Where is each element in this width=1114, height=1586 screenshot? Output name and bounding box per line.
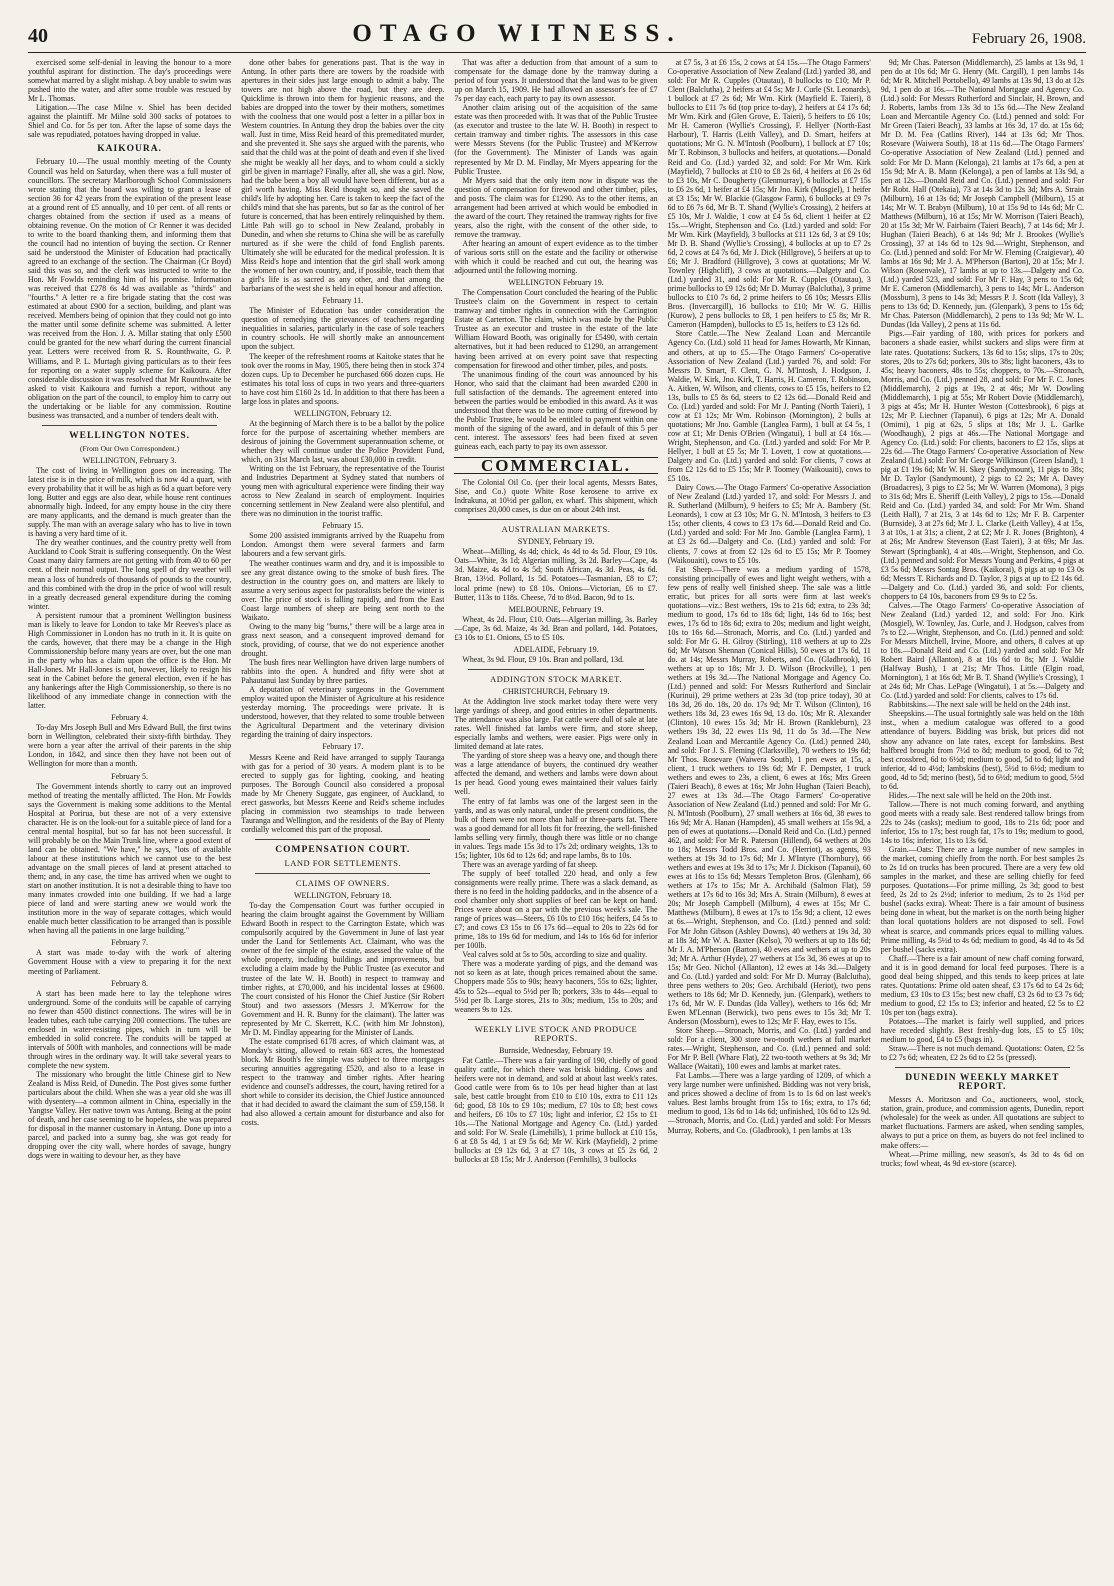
dateline: Burnside, Wednesday, February 19. <box>499 1045 613 1055</box>
divider <box>468 669 643 670</box>
market-paragraph: Potatoes.—The market is fairly well supplied, and prices have receded slightly. Best freshly-dug lots, £5 to £5 10s; medium to good, £4 to £5 (bags in). <box>880 1016 1084 1045</box>
article-paragraph: February 10.—The usual monthly meeting of the County Council was held on Saturday, when there was a full muster of councillors. The secretary Marlborough School Commissioners wrote stating that the board was willing to grant a lease of section 36 for 42 years from the expiration of the present lease at a ground rent of £5 annually, and 10 per cent. of all rents or charges obtained from the section if used as a means of obtaining revenue. On the motion of Cr Renner it was decided to write to the board thanking them, and informing them that the council had no intention of buying the section. Cr Renner said he understood the Minister of Education had practically agreed to an exchange of the section. The Chairman (Cr Boyd) said this was so, and the clerk was instructed to write to the Hon. Mr Fowlds reminding him of his promise. Information was received that £278 6s 4d was available as "thirds" and "fourths." A letter re a fire brigade stating that the cost was estimated at about £900 for a section, building, and plant was received. Members being of opinion that they could not go into the matter until some definite scheme was submitted. A letter was received from the Hon. J. A. Millar stating that only £500 could be granted for the new wharf during the current financial year. Letters were received from R. S. Rounthwaite, G. P. Williams, and P. L. Murtagh giving particulars as to their fees for reporting on a water supply scheme for Kaikoura. After considerable discussion it was resolved that Mr Rounthwaite be asked to visit Kaikoura and furnish a report, without any obligation on the part of the council, to employ him to carry out the undertaking or be liable for any commission. Routine business was transacted, and a number of tenders dealt with. <box>28 157 232 420</box>
divider <box>895 1067 1070 1068</box>
article-paragraph: Veal calves sold at 5s to 50s, according to size and quality. <box>462 950 648 960</box>
market-paragraph: Tallow.—There is not much coming forward, and anything good meets with a ready sale. Best rendered tallow brings from 22s to 24s (casks); medium to good, 18s to 21s 6d; poor and inferior, 15s to 17s; best rough fat, 17s to 19s; medium to good, 14s to 16s; inferior, 11s to 13s 6d. <box>880 799 1084 846</box>
article-paragraph: A start was made to-day with the work of altering Government House with a view to preparing it for the next meeting of Parliament. <box>28 948 232 976</box>
divider <box>255 873 430 874</box>
section-subheading: CLAIMS OF OWNERS. <box>295 878 390 889</box>
market-paragraph: Wheat—Milling, 4s 4d; chick, 4s 4d to 4s 5d. Flour, £9 10s. Oats—White, 3s 1d; Algerian milling, 3s 2d. Barley—Cape, 4s 3d. Maize, 4s 4d to 4s 5d; South African, 4s 3d. Peas, 4s 6d. Bran, 13½d. Pollard, 1s 5d. Potatoes—Tasmanian, £8 to £7; local prime (new) to £8 10s. Onions—Victorian, £6 to £7. Butter, 113s to 118s. Cheese, 7d to 8½d. Bacon, 9d to 1s. <box>454 547 658 602</box>
column-1 <box>28 58 231 1580</box>
article-paragraph: Messrs Keene and Reid have arranged to supply Tauranga with gas for a period of 30 years. A modern plant is to be erected to supply gas for lighting, cooking, and heating purposes. The Borough Council also considered a proposal made by Mr Chenery Suggate, gas engineer, of Auckland, to erect gasworks, but Messrs Keene and Reid's scheme includes placing in commission two steamships to trade between Tauranga and Wellington, and the residents of the Bay of Plenty cordially welcomed this part of the proposal. <box>241 752 445 834</box>
market-paragraph: Straw.—There is not much demand. Quotations: Oaten, £2 5s to £2 7s 6d; wheaten, £2 2s 6d to £2 5s (pressed). <box>880 1044 1084 1063</box>
column-5 <box>881 58 1084 1580</box>
market-paragraph: Fat Cattle.—There was a fair yarding of 190, chiefly of good quality cattle, for which there was brisk bidding. Cows and heifers were not in demand, and sold at about last week's rates. Good cattle were from 6s to 10s per head higher than at last sale, best cattle brought from £10 to £10 10s, extra to £11 12s 6d; good, £8 10s to £9 10s; medium, £7 10s to £8; best cows and heifers, £6 10s to £7 10s; light and inferior, £2 15s to £1 10s.—The National Mortgage and Agency Co. (Ltd.) yarded and sold: For W. Seale (Limehills), 1 prime bullock at £10 15s, 6 at £8 5s 4d, 1 at £9 5s 6d; Mr W. Kirk (Mayfield), 2 prime bullocks at £9 12s 6d, 3 at £7 10s, 3 cows at £5 2s 6d, 2 bullocks at £8 15s; Mr J. Anderson (Fernhills), 3 bullocks <box>454 1055 658 1165</box>
article-paragraph: Mr Myers said that the only item now in dispute was the question of compensation for firewood and other timber, piles, and posts. The claim was for £1290. As to the other items, an arrangement had been arrived at which would be embodied in the award of the court. They retained the tramway rights for five years, also the right, with the consent of the other side, to remove the tramway. <box>454 175 658 239</box>
section-heading-dunedin-market: DUNEDIN WEEKLY MARKET REPORT. <box>905 1073 1060 1093</box>
market-paragraph: Wheat.—Prime milling, new season's, 4s 3d to 4s 6d on trucks; fowl wheat, 4s 9d ex-store (scarce). <box>880 1149 1084 1168</box>
paper-name: OTAGO WITNESS. <box>352 20 682 47</box>
dateline: February 15. <box>322 521 364 531</box>
article-paragraph: The Compensation Court concluded the hearing of the Public Trustee's claim on the Government in respect to certain tramway and timber rights in connection with the Carrington Estate at Carterton. The claim, which was made by the Public Trustee as an executor and trustee in the estate of the late William Howard Booth, was originally for £5490, with certain alternatives, but it had been reduced to £1290, an arrangement having been arrived at on every point save that respecting compensation for firewood and other timber, piles, and posts. <box>454 288 658 370</box>
market-paragraph: Chaff.—There is a fair amount of new chaff coming forward, and it is in good demand for local feed purposes. There is a good deal being shipped, and this tends to keep prices at late rates. Quotations: Prime old oaten sheaf, £3 17s 6d to £4 2s 6d; medium, £3 10s to £3 15s; best new chaff, £3 2s 6d to £3 7s 6d; medium to good, £2 15s to £3; inferior and heated, £2 5s to £2 10s per ton (bags extra). <box>880 953 1084 1017</box>
market-paragraph: Dairy Cows.—The Otago Farmers' Co-operative Association of New Zealand (Ltd.) yarded 17, and sold: For Messrs J. and R. Sutherland (Milburn), 9 heifers to £5; Mr A. Bambery (St. Leonards), 1 cow at £3 10s; Mr G. N. M'Intosh, 3 heifers to £3 15s; other clients, 4 cows to £3 17s 6d.—Donald Reid and Co. (Ltd.) yarded and sold: For Mr Jno. Gamble (Langlea Farm), 1 at £3 2s 6d.—Dalgety and Co. (Ltd.) yarded and sold: For clients, 7 cows at from £2 12s 6d to £5 15s; Mr P. Toomey (Waikouaiti), cows to £5 10s. <box>667 483 871 565</box>
article-paragraph: There was an average yarding of fat sheep. <box>462 859 598 869</box>
dateline: WELLINGTON, February 12. <box>293 408 392 418</box>
issue-date: February 26, 1908. <box>971 31 1086 47</box>
column-3 <box>454 58 657 1580</box>
market-paragraph: at £7 5s, 3 at £6 15s, 2 cows at £4 15s.—The Otago Farmers' Co-operative Association of New Zealand (Ltd.) yarded 38, and sold: For Mr R. Cupples (Otautau), 8 bullocks to £10; Mr P. Clent (Balclutha), 2 heifers at £4 5s; Mr J. Curle (St. Leonards), 1 bullock at £7 2s 6d; Mr Wm. Kirk (Mayfield E. Taieri), 8 bullocks to £11 7s 6d (top price to-day), 2 heifers at £4 17s 6d; Mr Wm. Kirk and (Glen Grove, E. Taieri), 5 heifers to £6 10s; Mr H. Cameron (Wyllie's Crossing), F. Hellyer (North-East Harbour), T. Harris (Leith Valley), and D. Smart, heifers at quotations; Mr G. N. M'Intosh (Poolburn), 1 bullock at £7 10s; Mr T. Robinson, 3 bullocks and heifers, at quotations.—Donald Reid and Co. (Ltd.) yarded 32, and sold: For Mr Wm. Kirk (Mayfield), 7 bullocks at £10 to £8 2s 6d, 4 heifers at £6 2s 6d to £3 10s, Mr C. Dougherty (Glenmurray), 6 bullocks at £7 15s to £6 2s 6d, 1 heifer at £4 15s; Mr Jno. Kirk (Mosgiel), 1 heifer at £3 15s; Mr W. Blackie (Glasgow Farm), 6 bullocks at £9 7s 6d to £6 7s 6d, Mr B. T. Shand (Wyllie's Crossing), 2 heifers at £5 10s, Mr J. Waldie, 1 cow at £4 5s 6d, client 1 heifer at £2 15s.—Wright, Stephenson and Co. (Ltd.) yarded and sold: For Mr Wm. Kirk (Mayfield), 3 bullocks at £11 12s 6d, 3 at £9 10s; Mr D. B. Shand (Wyllie's Crossing), 4 bullocks at up to £7 2s 6d, 2 cows at £4 7s 6d, Mr J. Dick (Hillgrove), 5 heifers at up to £6; Mr J. Bradford (Hillgrove), 3 cows at quotations; Mr W. Townley (Highcliff), 3 cows at quotations.—Dalgety and Co. (Ltd.) yarded 31, and sold: For Mr R. Cupples (Otautau), 3 prime bullocks to £9 12s 6d; Mr D. Murray (Balclutha), 3 prime bullocks to £10 7s 6d, 2 prime heifers to £6 10s; Messrs Ellis Bros. (Invercargill), 16 bullocks to £10; Mr W. G. Hillis (Kurow), 2 pens bullocks to £8, 1 pen heifers to £5 8s; Mr R. Cameron (Hampden), bullocks to £5 1s, heifers to £3 12s 6d. <box>667 58 871 330</box>
article-paragraph: To-day the Compensation Court was further occupied in hearing the claim brought against the Government by William Edward Booth in respect to the Carrington Estate, which was compulsorily acquired by the Government in June of last year under the Land for Settlements Act. Claimant, who was the owner of the fee simple of the estate, assessed the value of the whole property, including buildings and improvements, but excluding a claim made by the Public Trustee (as executor and trustee of the late W. H. Booth) in respect to tramway and timber rights, at £70,000, and his incidental losses at £9600. The court consisted of his Honor the Chief Justice (Sir Robert Stout) and two assessors (Messrs J. M'Kerrow for the Government and H. R. Bunny for the claimant). The latter was represented by Mr C. Skerrett, K.C. (with him Mr Johnston), Mr D. M. Findlay appearing for the Minister of Lands. <box>241 901 445 1037</box>
article-paragraph: A deputation of veterinary surgeons in the Government employ waited upon the Minister of Agriculture at his residence yesterday morning. The proceedings were private. It is understood, however, that they related to some trouble between the Agricultural Department and the veterinary division regarding the training of dairy inspectors. <box>241 685 445 740</box>
section-heading-kaikoura: KAIKOURA. <box>97 144 162 155</box>
dateline: February 7. <box>111 938 149 948</box>
article-paragraph: There was a moderate yarding of pigs, and the demand was not so keen as at late, though prices remained about the same. Choppers made 55s to 90s; heavy baconers, 55s to 62s; lighter, 45s to 52s—equal to 5½d per lb; porkers, 33s to 44s—equal to 5½d per lb. Large stores, 21s to 30s; medium, 15s to 20s; and weaners 9s to 12s. <box>454 959 658 1014</box>
masthead <box>28 16 1086 53</box>
article-paragraph: A start has been made here to lay the telephone wires underground. Some of the conduits will be capable of carrying no fewer than 4500 distinct connections. The wires will be in leaden tubes, each tube carrying 200 connections. The tubes are enclosed in water-resisting pipes, which in turn will be embedded in solid concrete. The conduits will be tapped at intervals of 500ft with manholes, and connections will be made through wires in the ordinary way. It will take several years to complete the new system. <box>28 988 232 1070</box>
column-2 <box>241 58 444 1580</box>
section-subheading: LAND FOR SETTLEMENTS. <box>284 857 402 868</box>
article-paragraph: The yarding of store sheep was a heavy one, and though there was a large attendance of buyers, the continued dry weather affected the demand, and wethers and lambs were down about 1s per head. Good young ewes maintained their values fairly well. <box>454 751 658 797</box>
market-paragraph: Hides.—The next sale will be held on the 20th inst. <box>888 790 1052 800</box>
article-paragraph: The Colonial Oil Co. (per their local agents, Messrs Bates, Sise, and Co.) quote White Rose kerosene to arrive ex Indrakuna, at 10½d per gallon, ex wharf. This shipment, which comprises 20,000 cases, is due on or about 24th inst. <box>454 478 658 515</box>
article-paragraph: After hearing an amount of expert evidence as to the timber of various sorts still on the estate and the facility or otherwise with which it could be reached and cut out, the hearing was adjourned until the following morning. <box>454 238 658 276</box>
dateline: February 5. <box>111 771 149 781</box>
dateline: February 8. <box>111 978 149 988</box>
dateline: WELLINGTON February 19. <box>508 278 604 288</box>
dateline: February 17. <box>322 742 364 752</box>
article-paragraph: The bush fires near Wellington have driven large numbers of rabbits into the open. A hundred and fifty were shot at Pahautanui last Sunday by three parties. <box>241 658 445 686</box>
article-paragraph: exercised some self-denial in leaving the honour to a more youthful aspirant for distinction. The day's proceedings were somewhat marred by a slight mishap. A boy unable to swim was pushed into the water, and after some trouble was rescued by Mr L. Thomas. <box>28 58 232 104</box>
article-paragraph: The cost of living in Wellington goes on increasing. The latest rise is in the price of milk, which is now 4d a quart, with every probability that it will be as high as 6d a quart before very long. Butter and eggs are also dear, while house rent continues abnormally high. Indeed, for any empty house in the city there are many applicants, and the demand is much greater than the supply. The man with an average salary who has to live in town is having a very hard time of it. <box>28 465 232 539</box>
article-paragraph: A persistent rumour that a prominent Wellington business man is likely to leave for London to take Mr Reeves's place as High Commissioner in London has no truth in it. It is quite on the cards, however, that there may be a change in the High Commissionership before many years are over, but the one man in the party who has a claim upon the office is the Hon. Mr Hall-Jones. Mr Hall-Jones is not, however, likely to resign his seat in the Cabinet before the general election, even if he has any hankerings after the High Commissionership, so there is no likelihood of any immediate change in connection with the latter. <box>28 610 232 711</box>
market-paragraph: Wheat, 3s 9d. Flour, £9 10s. Bran and pollard, 13d. <box>462 654 625 664</box>
article-paragraph: Litigation.—The case Milne v. Shiel has been decided against the plaintiff. Mr Milne sold 300 sacks of potatoes to Shiel and Co. for 5s per ton. After the lapse of some days the sale was repudiated, potatoes having dropped in value. <box>28 103 232 140</box>
dateline: WELLINGTON, February 18. <box>293 891 392 901</box>
section-heading-commercial: COMMERCIAL. <box>454 457 657 474</box>
market-paragraph: Wheat, 4s 2d. Flour, £10. Oats—Algerian milling, 3s. Barley—Cape, 3s 6d. Maize, 4s 3d. Bran and pollard, 14d. Potatoes, £3 10s to £1. Onions, £5 to £5 10s. <box>454 614 658 642</box>
dateline: ADELAIDE, February 19. <box>513 644 599 654</box>
market-paragraph: Fat Sheep.—There was a medium yarding of 1578, consisting principally of ewes and light weight wethers, with a few pens of really well finished sheep. The sale was a little erratic, but prices for all sorts were firm at last week's quotations—viz.: Best wethers, 19s to 21s 6d; extra, to 23s 3d; medium to good, 17s 6d to 18s 6d; light, 14s 6d to 16s; best ewes, 17s 6d to 18s 6d; extra to 20s; medium and light weight, 10s to 16s 6d.—Stronach, Morris, and Co. (Ltd.) yarded and sold: For Mr G. H. Gilroy (Stirling), 118 wethers at up to 22s 6d; Mr Watson Shennan (Conical Hills), 50 ewes at 17s 6d, 11 do. at 14s; Messrs Murray, Roberts, and Co. (Gladbrook), 16 wethers at up to 18s; Mr J. D. Wilson (Brockville), 1 pen wethers at 19s 3d.—The National Mortgage and Agency Co. (Ltd.) penned and sold: For Messrs Rutherford and Sinclair (Kurinui), 29 prime wethers at 23s 3d (top price today), 30 at 18s 3d, 26 do. 18s, 20 do. 17s 9d; Mr T. Wilson (Clinton), 16 wethers 18s 3d, 23 ewes 16s 9d, 13 do. 10s; Mr R. Alexander (Clinton), 10 ewes 15s 3d; Mr H. Brown (Rankleburn), 23 wethers 19s 3d, 22 ewes 11s 9d, 11 do 5s 3d.—The New Zealand Loan and Mercantile Agency Co. (Ltd.) penned 240, and sold: For J. S. Fleming (Clarksville), 70 wethers to 19s 6d; Mr Thos. Rosevare (Waiwera South), 1 pen ewes at 15s, a client, 1 truck wethers to 19s 6d; Mr F. Dempster, 1 truck wethers and ewes to 23s, a client, 6 ewes at 16s; Mrs Green (Taieri Beach), 8 ewes at 16s; Mr John Hughan (Taieri Beach), 27 ewes at 13s 3d.—The Otago Farmers' Co-operative Association of New Zealand (Ltd.) penned and sold: For Mr G. N. M'Intosh (Poolburn), 27 small wethers at 16s 6d, 38 ewes to 16s 9d; Mr A. Hanan (Hampden), 45 small wethers at 15s 9d, a pen of ewes at quotations.—Donald Reid and Co. (Ltd.) penned 462, and sold: For Mr R. Paterson (Hillend), 64 wethers at 20s to 18s; Messrs Todd Bros. and Co. (Herriot), as agents, 93 wethers at 19s 3d to 17s 6d; Mr J. M'Intyre (Thornbury), 66 wethers and ewes at 19s 3d to 17s; Mr J. Dickison (Tapanui), 60 ewes at 16s to 15s 6d; Messrs Templeton Bros. (Glenham), 66 wethers at 17s to 15s; Mr A. Archibald (Salmon Flat), 59 wethers at 17s 6d to 16s 3d; Mrs A. Strain (Milburn), 8 ewes at 20s; Mr Joseph Campbell (Milburn), 4 ewes at 15s; Mr C. Matthews (Milburn), 8 ewes at 17s to 15s 9d; a client, 12 ewes at 6s.—Wright, Stephenson, and Co. (Ltd.) penned and sold: For Mr John Gibson (Ashley Downs), 40 wethers at 19s 3d, 30 at 18s 3d; Mr W. A. Baxter (Kelso), 70 wethers at up to 18s 6d; Mr J. A. M'Pherson (Barton), 40 ewes and wethers at up to 20s 3d; Mr A. Arthur (Hyde), 27 wethers at 15s 3d, 36 ewes at up to 15s; Mr Geo. Nichol (Allanton), 12 ewes at 14s 3d.—Dalgety and Co. (Ltd.) yarded and sold: For Mr D. Murray (Balclutha), three pens wethers to 20s; Geo. Archibald (Heriot), two pens wethers to 18s 6d; Mr D. Kennedy, jun. (Glenpark), wethers to 17s 6d, Mr W. F. Dundas (Ida Valley), wethers to 16s 6d; Mr Ewen M'Lennan (Berwick), two pens ewes to 15s 3d; Mr T. Anderson (Mossburn), ewes to 12s; Mr F. Hay, ewes to 15s. <box>667 564 871 1026</box>
market-paragraph: Rabbitskins.—The next sale will be held on the 24th inst. <box>888 700 1071 710</box>
section-heading-weekly-reports: WEEKLY LIVE STOCK AND PRODUCE REPORTS. <box>474 1023 638 1043</box>
article-paragraph: Some 200 assisted immigrants arrived by the Ruapehu from London. Amongst them were several farmers and farm labourers and a few servant girls. <box>241 531 445 559</box>
market-paragraph: Fat Lambs.—There was a large yarding of 1209, of which a very large number were unfinished. Bidding was not very brisk, and prices showed a decline of from 1s to 1s 6d on last week's values. Best lambs brought from 15s to 16s; extra, to 17s 6d; medium to good, 13s 6d to 14s 6d; unfinished, 10s 6d to 12s 9d.—Stronach, Morris, and Co. (Ltd.) yarded and sold: For Messrs Murray, Roberts, and Co. (Gladbrook), 1 pen lambs at 13s <box>667 1071 871 1135</box>
article-paragraph: The unanimous finding of the court was announced by his Honor, who said that the claimant had been awarded £200 in full satisfaction of the demands. The agreement entered into between the parties would be embodied in this award. As it was understood that there was to be no more cutting of firewood by the Public Trustee, he would be entitled to payment within one month of the signing of the award, and in default of this 5 per cent. interest. The assessors' fees had been fixed at seven guineas each, each party to pay its own assessor. <box>454 369 658 451</box>
section-byline: (From Our Own Correspondent.) <box>80 443 180 453</box>
article-paragraph: The estate comprised 6178 acres, of which claimant was, at Monday's sitting, allowed to retain 683 acres, the homestead block. Mr Booth's fee simple was subject to three mortgages securing annuities aggregating £520, and also to a lease in respect to the tramway and timber rights. After hearing evidence and counsel's addresses, the court, having retired for a short while to consider its decision, the Chief Justice announced that it had decided to award the claimant the sum of £59,158. It had also allowed a certain amount for disturbance and also for costs. <box>241 1036 445 1128</box>
dateline: February 4. <box>111 713 149 723</box>
columns <box>28 58 1094 1580</box>
article-paragraph: The missionary who brought the little Chinese girl to New Zealand is Miss Reid, of Dunedin. The Post gives some further particulars about the child. When she was a year old she was ill with dysentery—a common ailment in China, especially in the Yangtse Valley. Her native town was Antung. Being at the point of death, and her case seeming to be hopeless, she was prepared for disposal in the manner customary in Antung. Done up into a parcel, and packed into a sunny bag, she was got ready for dropping over the city wall, where hordes of savage, hungry dogs were in waiting to devour her, as they have <box>28 1070 232 1161</box>
market-paragraph: Grain.—Oats: There are a large number of new samples in the market, coming chiefly from the north. For best samples 2s to 2s 1d on trucks has been procured. There are a very few old samples in the market, and these are selling chiefly for feed purposes. Quotations—For prime milling, 2s 3d; good to best feed, 2s 2d to 2s 2½d; inferior to medium, 2s to 2s 1½d per bushel (sacks extra). Wheat: There is a fair amount of business being done in wheat, but the market is on the north being higher than local quotations holders are not disposed to sell. Fowl wheat is scarce, and commands prices equal to milling values. Prime milling, 4s 5½d to 4s 6d; medium to good, 4s 4d to 4s 5d per bushel (sacks extra). <box>880 845 1084 954</box>
article-paragraph: The Minister of Education has under consideration the question of remedying the grievances of teachers regarding inequalities in salaries, particularly in the case of sole teachers in country schools. He will shortly make an announcement upon the subject. <box>241 306 445 352</box>
divider <box>468 519 643 520</box>
market-paragraph: Store Cattle.—The New Zealand Loan and Mercantile Agency Co. (Ltd.) sold 11 head for James Howarth, Mr Kinnan, and others, at up to £5.—The Otago Farmers' Co-operative Association of New Zealand (Ltd.) yarded 76, and sold: For Messrs D. Smart, F. Clent, G. N. M'Intosh, J. Hodgson, J. Waldie, W. Kirk, Jno. Kirk, T. Harris, H. Cameron, T. Robinson, A. Aitken, W. Wilson, and clients, cows to £5 15s, heifers to £2 13s, bulls to £5 8s 6d, steers to £2 12s 6d.—Donald Reid and Co. (Ltd.) yarded and sold: For Mr J. Panting (North Taieri), 1 cow at £1 12s; Mr Wm. Robinson (Mornington), 2 bulls at quotations; Mr Jno. Gamble (Langlea Farm), 1 bull at £4 5s, 1 cow at £1; Mr Denis O'Brien (Wingatui), 1 bull at £4 16s.—Wright, Stephenson, and Co. (Ltd.) yarded and sold: For Mr P. Hellyer, 1 bull at £5 5s; Mr T. Lovett, 1 cow at quotations.—Dalgety and Co. (Ltd.) yarded and sold: For clients, 7 cows at from £2 12s 6d to £5 15s; Mr P. Toomey (Waikouaiti), cows to £5 10s. <box>667 329 871 484</box>
divider <box>42 425 217 426</box>
article-paragraph: At the beginning of March there is to be a ballot by the police force for the purpose of ascertaining whether members are desirous of joining the Government superannuation scheme, or whether they will continue under the Police Provident Fund, which, on 31st March last, was about £30,000 in credit. <box>241 418 445 465</box>
article-paragraph: At the Addington live stock market today there were very large yardings of sheep, and good entries in other departments. The attendance was also large. Fat cattle were dull of sale at late rates. Well finished fat lambs were firm, and store sheep, especially lambs and wethers, were easier. Pigs were only in limited demand at late rates. <box>454 697 658 752</box>
article-paragraph: That was after a deduction from that amount of a sum to compensate for the damage done by the tramway during a period of four years. It understood that the land was to be given up on March 15, 1909. He had allowed an assessor's fee of £7 7s per day each, each party to pay its own assessor. <box>454 58 658 104</box>
market-paragraph: Store Sheep.—Stronach, Morris, and Co. (Ltd.) yarded and sold: For a client, 300 store two-tooth wethers at full market rates.—Wright, Stephenson, and Co. (Ltd.) penned and sold: For Mr P. Bell (Whare Flat), 22 two-tooth wethers at 9s 3d; Mr Wallace (Waitati), 100 ewes and lambs at market rates. <box>667 1026 871 1072</box>
article-paragraph: Another claim arising out of the acquisition of the same estate was then proceeded with. It was that of the Public Trustee (as executor and trustee to the late W. H. Booth) in respect to certain tramway and timber rights. The assessors in this case were Messrs Stevens (for the Public Trustee) and M'Kerrow (for the Government). The Minister of Lands was again represented by Mr D. M. Findlay, Mr Myers appearing for the Public Trustee. <box>454 103 658 176</box>
market-paragraph: Sheepskins.—The usual fortnightly sale was held on the 18th inst., when a medium catalogue was offered to a good attendance of buyers. Bidding was brisk, but prices did not show any advance on late rates, except for lambskins. Best halfbred brought from 7½d to 8d; medium to good, 6d to 7d; best crossbred, 6d to 6½d; medium to good, 5d to 6d; light and inferior, 4d to 4½d; lambskins (best), 5½d to 6½d; medium to good, 4d to 5d; merino (best), 5d to 6½d; medium to good, 5½d to 6d. <box>880 709 1084 791</box>
market-paragraph: 9d; Mr Chas. Paterson (Middlemarch), 25 lambs at 13s 9d, 1 pen do at 10s 6d; Mr G. Henry (Mt. Cargill), 1 pen lambs 14s 6d; Mr R. Mitchell Portobello), 49 lambs at 13s 9d, 13 do at 12s 9d, 1 pen do at 16s.—The National Mortgage and Agency Co. (Ltd.) sold: For Messrs Rutherford and Sinclair, H. Brown, and J. Roberts, lambs from 13s 3d to 15s 6d.—The New Zealand Loan and Mercantile Agency Co. (Ltd.) penned and sold: For Mr Green (Taieri Beach), 33 lambs at 16s 3d, 17 do. at 15s 6d; Mr D. M. Fea (Catlins River), 144 at 13s 6d; Mr Thos. Rosevare (Waiwera South), 18 at 11s 6d.—The Otago Farmers' Co-operative Association of New Zealand (Ltd.) penned and sold: For Mr D. Mann (Kelonga), 21 lambs at 17s 6d, a pen at 15s 9d; Mr A. B. Mann (Kelonga), a pen of lambs at 13s 9d, a pen at 12s.—Donald Reid and Co. (Ltd.) penned and sold: For Mr Robt. Hall (Otekaia), 73 at 14s 3d to 12s 3d; Mrs A. Strain (Milburn), 16 at 13s 6d; Mr Joseph Campbell (Milburn), 15 at 14s; Mr W. T. Brabyn (Milburn), 10 at 15s 9d to 14s 6d; Mr C. Matthews (Milburn), 16 at 15s; Mr W. Morrison (Taieri Beach), 20 at 15s 3d; Mr W. Fairbairn (Taieri Beach), 7 at 14s 6d; Mr J. Hughan (Taieri Beach), 6 at 14s 9d; Mr J. Brookes (Wyllie's Crossing), 37 at 14s 6d to 12s 9d.—Wright, Stephenson, and Co. (Ltd.) penned and sold: For Mr W. Fleming (Craigievar), 40 lambs at 16s 9d; Mr J. A. M'Pherson (Barton), 20 at 15s; Mr J. Wilson (Rosenvale), 17 lambs at up to 13s.—Dalgety and Co. (Ltd.) yarded 523, and sold: For Mr F. Hay, 3 pens to 15s 6d; Mr E. Cameron (Middlemarch), 3 pens to 14s; Mr L. Anderson (Mossburn), 3 pens to 14s 3d; Messrs P. J. Scott (Ida Valley), 3 pens to 13s 6d; D. Kennedy, jun. (Glenpark), 3 pens to 15s 6d; Mr Chas. Paterson (Middlemarch), 2 pens to 13s 9d; Mr W. L. Dundas (Ida Valley), 2 pens at 11s 6d. <box>880 58 1084 330</box>
dateline: February 11. <box>322 296 364 306</box>
article-paragraph: The entry of fat lambs was one of the largest seen in the yards, and as was only natural, under the present conditions, the bulk of them were not more than half or three-parts fat. There was a good demand for all lots fit for freezing, the well-finished lambs selling very firmly, though there was little or no change in values. Tegs made 15s 3d to 17s 2d; ordinary weights, 13s to 15s; lighter, 10s 6d to 12s 6d; and rape lambs, 8s to 10s. <box>454 796 658 860</box>
article-paragraph: The supply of beef totalled 220 head, and only a few consignments were really prime. There was a slack demand, as there is no feed in the holding paddocks, and in the absence of a cool chamber only short supplies of beef can be kept on hand. Prices were about on a par with the previous week's sale. The range of prices was—Steers, £6 10s to £10 16s; heifers, £4 5s to £7; and cows £3 15s to £6 17s 6d—equal to 20s to 22s 6d for prime, 18s to 19s 6d for medium, and 14s to 16s 6d for inferior per 100lb. <box>454 868 658 951</box>
article-paragraph: The keeper of the refreshment rooms at Kaitoke states that he took over the rooms in May, 1905, there being then in stock 374 dozen cups. Up to December he purchased 666 dozen cups. He estimates his total loss of cups in two years and three-quarters to have cost him £160 2s 1d. In addition to that there has been a large loss in plates and spoons. <box>241 351 445 406</box>
market-paragraph: Messrs A. Moritzson and Co., auctioneers, wool, stock, station, grain, produce, and commission agents, Dunedin, report (wholesale) for the week as under. All quotations are subject to market fluctuations. Farmers are asked, when sending samples, always to put a price on them, as buyers do not feel inclined to make offers:— <box>880 1095 1084 1150</box>
section-heading-compensation-court: COMPENSATION COURT. <box>275 844 411 855</box>
article-paragraph: To-day Mrs Joseph Bull and Mrs Edward Bull, the first twins born in Wellington, celebrated their sixty-fifth birthday. They were born a year after the arrival of their parents in the ship London, in 1842, and since then they have not been out of Wellington for more than a month. <box>28 723 232 769</box>
dateline: CHRISTCHURCH, February 19. <box>502 686 610 696</box>
article-paragraph: The Government intends shortly to carry out an improved method of treating the mentally afflicted. The Hon. Mr Fowlds says the Government is making some additions to the Mental Hospital at Porirua, but these are not of a very extensive character. He is on the look-out for a suitable piece of land for a central mental hospital, but so far has not been successful. It will probably be on the Main Trunk line, where a good extent of land can be obtained. "We have," he says, "lots of available labour at these institutions which we cannot use to the best advantage on the small pieces of land at present attached to them; and, in any case, the time has arrived when we ought to start on another institution. It is not a desirable thing to have too many inmates crowded into one building. If we had a large piece of land and were starting anew we would work the institution more in the way of separate cottages, which would enable much better classification to be arranged than is possible when having all the patients in one large building." <box>28 781 232 936</box>
section-heading-wellington-notes: WELLINGTON NOTES. <box>69 430 190 441</box>
dateline: MELBOURNE, February 19. <box>508 604 604 614</box>
market-paragraph: Calves.—The Otago Farmers' Co-operative Association of New Zealand (Ltd.) yarded 12, and sold: For Jno. Kirk (Mosgiel), W. Townley, Jas. Curle, and J. Hodgson, calves from 7s to £2.—Wright, Stephenson, and Co. (Ltd.) penned and sold: For Messrs Mitchell, Irvine, Moore, and others, 8 calves at up to 18s.—Donald Reid and Co. (Ltd.) yarded and sold: For Mr Robert Baird (Allanton), 8 at 10s 6d to 8s; Mr J. Waldie (Halfway Bush), 1 at 21s; Mr Thos. Little (Elgin road, Mornington), 1 at 16s 6d; Mr B. T. Shand (Wyllie's Crossing), 1 at 24s 6d; Mr Chas. LePage (Wingatui), 1 at 5s.—Dalgety and Co. (Ltd.) yarded and sold: For clients, calves to 17s 6d. <box>880 600 1084 701</box>
divider <box>468 1019 643 1020</box>
page-number: 40 <box>28 25 48 47</box>
divider <box>255 839 430 840</box>
article-paragraph: The dry weather continues, and the country pretty well from Auckland to Cook Strait is suffering consequently. On the West Coast many dairy farmers are not getting with from 40 to 60 per cent. of their normal output. The long spell of dry weather will mean a loss of hundreds of thousands of pounds to the country, and this combined with the drop in the price of wool will result in a greatly decreased general expenditure during the coming winter. <box>28 538 232 611</box>
column-4 <box>668 58 871 1580</box>
dateline: WELLINGTON, February 3. <box>82 455 177 465</box>
dateline: SYDNEY, February 19. <box>517 537 595 547</box>
market-paragraph: Pigs.—Fair yarding of 180, with prices for porkers and baconers a shade easier, whilst suckers and slips were firm at late rates. Quotations: Suckers, 13s 6d to 15s; slips, 17s to 20s; stores, 20s to 27s 6d; porkers, 30s to 38s; light baconers, 43s to 45s; heavy baconers, 48s to 55s; choppers, to 70s.—Stronach, Morris, and Co. (Ltd.) penned 28, and sold: For Mr F. C. Jones (Middlemarch), 2 pigs at 19s, 2 at 46s; Mr W. Dowling (Middlemarch), 1 pig at 55s; Mr Robert Dovie (Middlemarch), 3 pigs at 45s; Mr H. Hunter Weston (Cottesbrook), 6 pigs at 12s; Mr P. Liechner (Tapanui), 6 pigs at 12s; Mr A. Donald (Omimi), 1 pig at 62s, 5 slips at 18s; Mr J. L. Garlke (Woodhaugh), 2 pigs at 46s.—The National Mortgage and Agency Co. (Ltd.) sold: For clients, baconers to £2 15s, slips at 22s 6d.—The Otago Farmers' Co-operative Association of New Zealand (Ltd.) sold: For Mr George Wilkinson (Green Island), 1 pig at £1 19s 6d; Mr W. H. Skey (Sandymount), 11 pigs to 38s; Mr D. Taylor (Sandymount), 2 pigs to £2 2s; Mr A. Davey (Broadacres), 3 pigs to £2 5s; Mr W. Warren (Momona), 3 pigs to 31s 6d; Mrs E. Sheriff (Leith Valley), 2 pigs to 15s.—Donald Reid and Co. (Ltd.) yarded 34, and sold: For Mr Wm. Shand (Leith Hall), 7 at 21s, 3 at 14s 6d to 12s; Mr F. B. Carpenter (Burnside), 3 at 27s 6d; Mr J. L. Clarke (Leith Valley), 4 at 15s, 3 at 10s, 1 at 31s; a client, 2 at £2; Mr J. R. Jones (Brighton), 4 at 26s; Mr Andrew Stevenson (East Taieri), 3 at 69s; Mr Jas. Stewart (Springbank), 4 at 40s.—Wright, Stephenson, and Co. (Ltd.) penned and sold: For Messrs Young and Perkins, 4 pigs at £3 5s 6d; Messrs Sontag Bros. (Kaikorai), 8 pigs at up to £3 0s 6d; Messrs T. Richards and D. Taylor, 3 pigs at up to £2 14s 6d.—Dalgety and Co. (Ltd.) yarded 36, and sold: For clients, choppers to £4 10s, baconers from £9 9s to £2 5s. <box>880 329 1084 601</box>
article-paragraph: done other babes for generations past. That is the way in Antung. In other parts there are towers by the roadside with apertures in their sides just large enough to admit a baby. The towers are not high above the road, but they are deep. Quicklime is thrown into them for hygienic reasons, and the babies are dropped into the tower by their mothers, sometimes with the coolness that one would post a letter in a pillar box in Western countries. In Antung they drop the babies over the city wall. Just in time, Miss Reid heard of this premeditated murder, and she prevented it. She says she argued with the parents, who said that the child was at the point of death and even if she lived she might be weakly all her days, and to whom could a sickly girl be given in marriage? Finally, after all, she was a girl. Now, had the babe been a boy all would have been different, but as a girl worth having. Miss Reid thought so, and she saved the child's life by adopting her. Care is taken to keep the fact of the child's mind that she has parents, but so far as the control of her future is concerned, that has been entirely relinquished by them. Little Pah will go to school in New Zealand, probably in Dunedin, and when she returns to China she will be as carefully nurtured as if she were the child of fond English parents. Ultimately she will be educated for the medical profession. It is Miss Reid's hope and intention that the girl shall work among the women of her own country, and, if possible, teach them that a girl's life is as sacred as any other, and that among the barbarians of the west she is held in equal honour and affection. <box>241 58 445 294</box>
article-paragraph: The weather continues warm and dry, and it is impossible to see any great distance owing to the smoke of bush fires. The destruction in the country goes on, and matters are likely to assume a very serious aspect for pastoralists before the winter is over. The price of stock is falling rapidly, and from the East Coast large numbers of sheep are being sent north to the Waikato. <box>241 558 445 622</box>
section-heading-addington: ADDINGTON STOCK MARKET. <box>490 673 622 684</box>
article-paragraph: Owing to the many big "burns," there will be a large area in grass next season, and a consequent improved demand for stock, providing, of course, that we do not experience another drought. <box>241 621 445 658</box>
section-heading-australian-markets: AUSTRALIAN MARKETS. <box>501 524 611 535</box>
article-paragraph: Writing on the 1st February, the representative of the Tourist and Industries Department at Sydney stated that numbers of young men with agricultural experience were finding their way across to New Zealand in search of employment. Inquiries concerning settlement in New Zealand were also plentiful, and there was no diminution in the tourist traffic. <box>241 464 445 519</box>
